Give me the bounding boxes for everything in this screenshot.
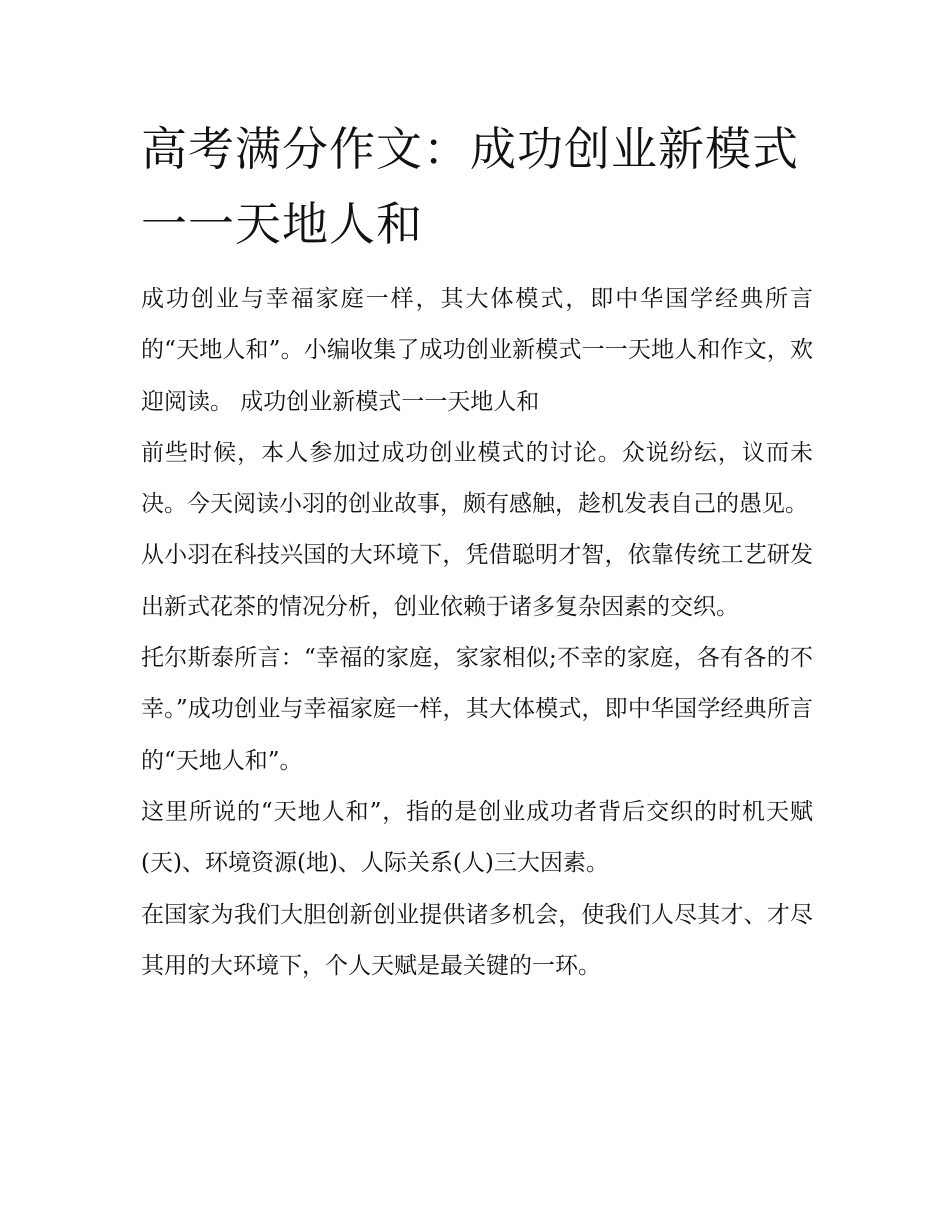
paragraph: 前些时候，本人参加过成功创业模式的讨论。众说纷纭，议而未决。今天阅读小羽的创业故事，颇有感触，趁机发表自己的愚见。 [141,439,813,518]
paragraph: 成功创业与幸福家庭一样，其大体模式，即中华国学经典所言的“天地人和”。小编收集了成功创业新模式一一天地人和作文，欢迎阅读。 成功创业新模式一一天地人和 [141,286,813,415]
paragraph: 从小羽在科技兴国的大环境下，凭借聪明才智，依靠传统工艺研发出新式花茶的情况分析，创业依赖于诸多复杂因素的交织。 [141,542,813,620]
paragraph: 托尔斯泰所言：“幸福的家庭，家家相似;不幸的家庭，各有各的不幸。”成功创业与幸福家庭一样，其大体模式，即中华国学经典所言的“天地人和”。 [141,645,813,774]
paragraph: 这里所说的“天地人和”，指的是创业成功者背后交织的时机天赋(天)、环境资源(地)、人际关系(人)三大因素。 [141,798,813,877]
paragraph: 在国家为我们大胆创新创业提供诸多机会，使我们人尽其才、才尽其用的大环境下，个人天赋是最关键的一环。 [141,901,813,979]
document-title: 高考满分作文：成功创业新模式一一天地人和 [141,122,799,251]
document-body [141,274,813,992]
document-page [141,112,813,992]
